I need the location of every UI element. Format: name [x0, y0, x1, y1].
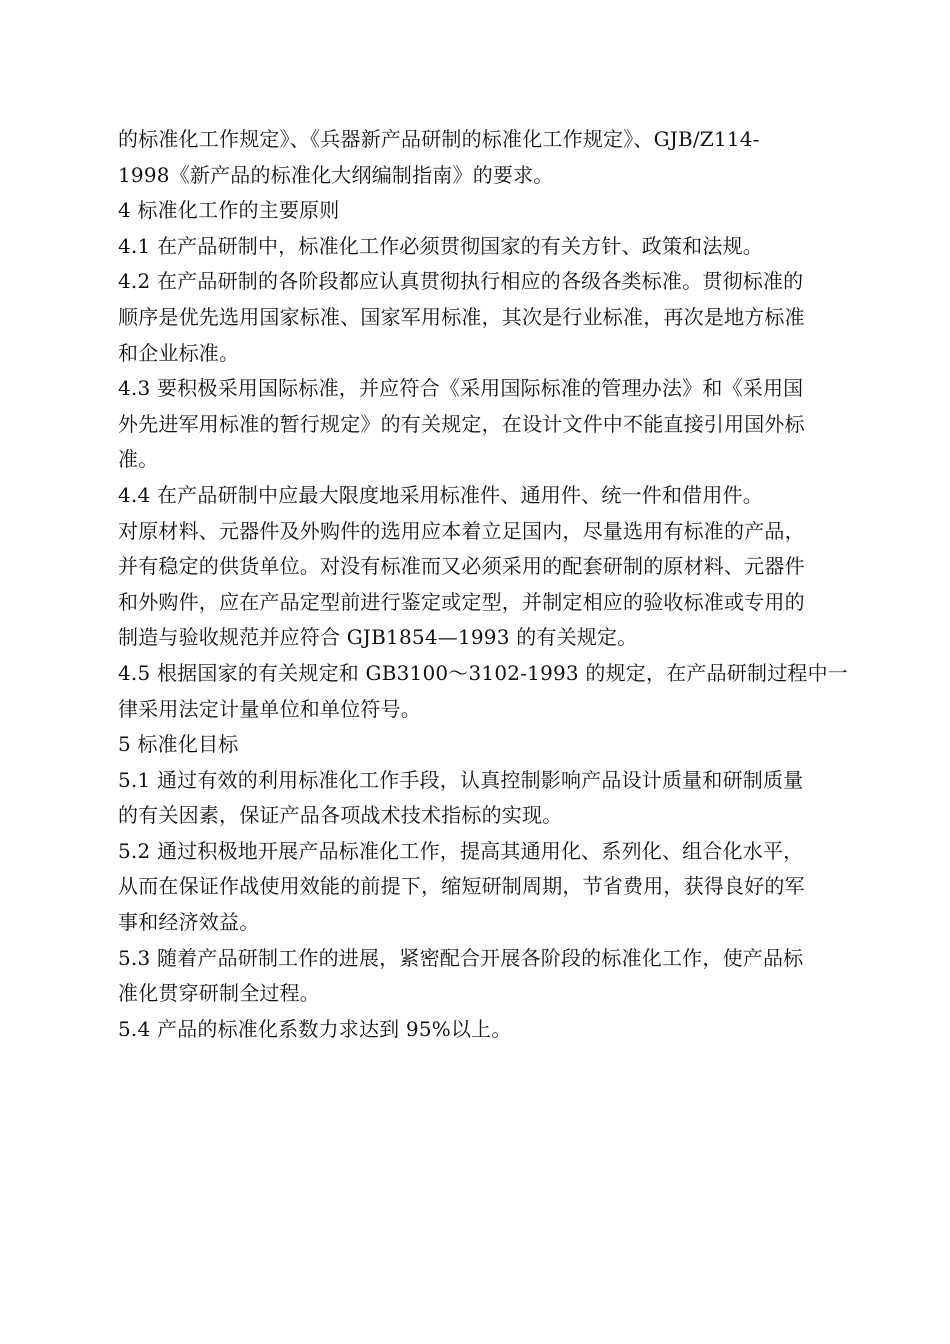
document-body [118, 122, 849, 1047]
text-line: 对原材料、元器件及外购件的选用应本着立足国内，尽量选用有标准的产品， [118, 518, 805, 543]
text-line: 制造与验收规范并应符合 GJB1854—1993 的有关规定。 [118, 625, 638, 650]
text-line: 5.1 通过有效的利用标准化工作手段，认真控制影响产品设计质量和研制质量 [118, 767, 804, 792]
section-heading: 4 标准化工作的主要原则 [118, 198, 340, 223]
text-line: 5.3 随着产品研制工作的进展，紧密配合开展各阶段的标准化工作，使产品标 [118, 945, 804, 970]
text-line: 4.5 根据国家的有关规定和 GB3100～3102-1993 的规定，在产品研制过程中一 [118, 660, 849, 685]
text-line: 从而在保证作战使用效能的前提下，缩短研制周期，节省费用，获得良好的军 [118, 874, 805, 899]
text-line: 的标准化工作规定》、《兵器新产品研制的标准化工作规定》、GJB/Z114- [118, 127, 760, 151]
text-line: 5.4 产品的标准化系数力求达到 95%以上。 [118, 1016, 512, 1041]
text-line: 并有稳定的供货单位。对没有标准而又必须采用的配套研制的原材料、元器件 [118, 554, 805, 579]
text-line: 律采用法定计量单位和单位符号。 [118, 696, 421, 721]
section-heading: 5 标准化目标 [118, 732, 239, 757]
text-line: 4.1 在产品研制中，标准化工作必须贯彻国家的有关方针、政策和法规。 [118, 233, 763, 258]
text-line: 和企业标准。 [118, 340, 240, 365]
text-line: 4.4 在产品研制中应最大限度地采用标准件、通用件、统一件和借用件。 [118, 482, 763, 507]
text-line: 外先进军用标准的暂行规定》的有关规定，在设计文件中不能直接引用国外标 [118, 411, 805, 436]
text-line: 4.2 在产品研制的各阶段都应认真贯彻执行相应的各级各类标准。贯彻标准的 [118, 269, 804, 294]
text-line: 4.3 要积极采用国际标准，并应符合《采用国际标准的管理办法》和《采用国 [118, 376, 804, 401]
text-line: 和外购件，应在产品定型前进行鉴定或定型，并制定相应的验收标准或专用的 [118, 589, 805, 614]
text-line: 顺序是优先选用国家标准、国家军用标准，其次是行业标准，再次是地方标准 [118, 304, 805, 329]
text-line: 的有关因素，保证产品各项战术技术指标的实现。 [118, 803, 563, 828]
text-line: 准化贯穿研制全过程。 [118, 981, 320, 1006]
text-line: 1998《新产品的标准化大纲编制指南》的要求。 [118, 162, 554, 187]
text-line: 事和经济效益。 [118, 910, 260, 935]
text-line: 5.2 通过积极地开展产品标准化工作，提高其通用化、系列化、组合化水平， [118, 838, 804, 863]
text-line: 准。 [118, 447, 159, 472]
